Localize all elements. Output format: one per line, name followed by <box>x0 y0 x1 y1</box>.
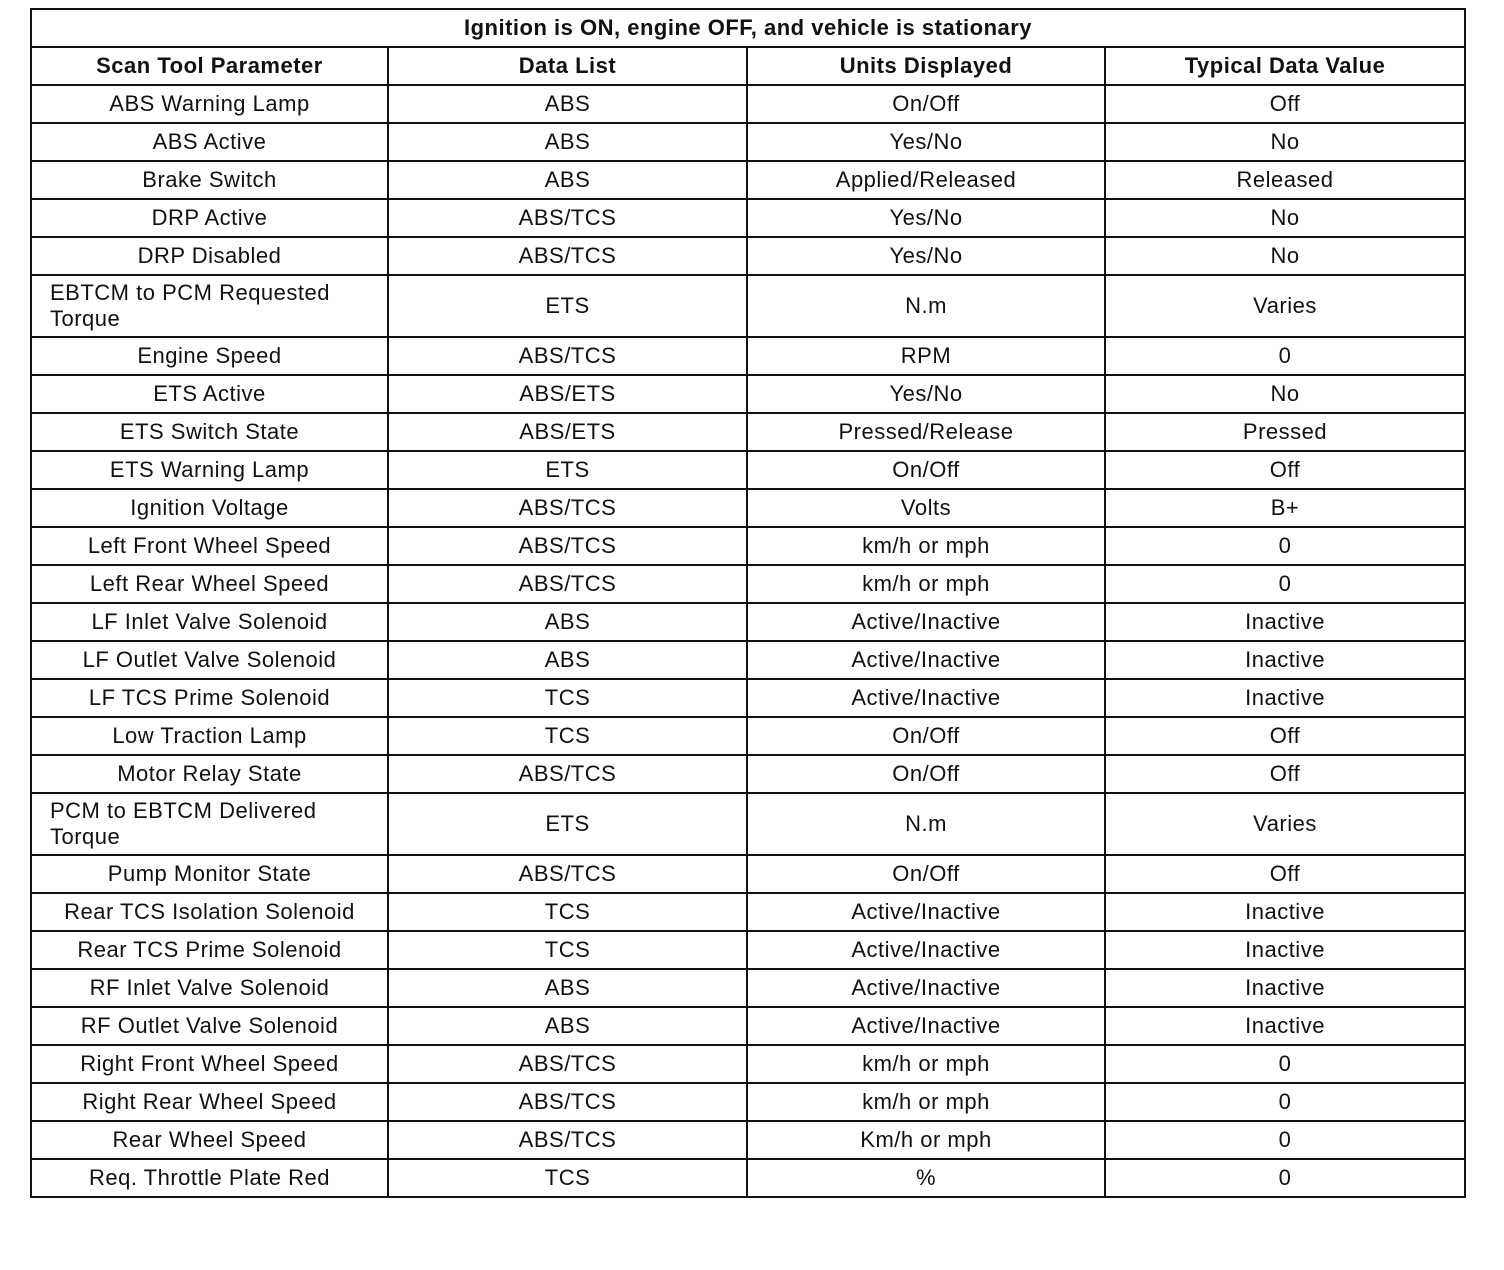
cell-typical-value: Inactive <box>1105 893 1465 931</box>
cell-typical-value: 0 <box>1105 1121 1465 1159</box>
caption-row <box>31 9 1465 47</box>
cell-data-list: ABS/ETS <box>388 413 747 451</box>
cell-units: N.m <box>747 275 1105 337</box>
cell-typical-value: No <box>1105 123 1465 161</box>
table-row <box>31 931 1465 969</box>
cell-units: Volts <box>747 489 1105 527</box>
cell-units: Active/Inactive <box>747 931 1105 969</box>
cell-parameter: EBTCM to PCM Requested Torque <box>31 275 388 337</box>
cell-data-list: ABS/TCS <box>388 527 747 565</box>
cell-data-list: ETS <box>388 275 747 337</box>
cell-units: km/h or mph <box>747 527 1105 565</box>
table-row <box>31 375 1465 413</box>
table-row <box>31 413 1465 451</box>
cell-data-list: ABS/TCS <box>388 755 747 793</box>
cell-parameter: Low Traction Lamp <box>31 717 388 755</box>
table-body <box>31 85 1465 1197</box>
cell-units: On/Off <box>747 855 1105 893</box>
table-row <box>31 755 1465 793</box>
cell-parameter: ETS Switch State <box>31 413 388 451</box>
cell-typical-value: Off <box>1105 755 1465 793</box>
table-row <box>31 275 1465 337</box>
cell-units: km/h or mph <box>747 1083 1105 1121</box>
cell-parameter: DRP Disabled <box>31 237 388 275</box>
table-row <box>31 1007 1465 1045</box>
cell-typical-value: Off <box>1105 85 1465 123</box>
scan-tool-data-table <box>30 8 1466 1198</box>
cell-typical-value: No <box>1105 375 1465 413</box>
cell-data-list: ABS <box>388 123 747 161</box>
table-row <box>31 793 1465 855</box>
cell-parameter: Left Front Wheel Speed <box>31 527 388 565</box>
cell-parameter: Motor Relay State <box>31 755 388 793</box>
cell-typical-value: Inactive <box>1105 1007 1465 1045</box>
cell-data-list: TCS <box>388 717 747 755</box>
table-row <box>31 451 1465 489</box>
cell-units: Active/Inactive <box>747 1007 1105 1045</box>
cell-parameter: Brake Switch <box>31 161 388 199</box>
cell-units: On/Off <box>747 451 1105 489</box>
cell-units: Active/Inactive <box>747 603 1105 641</box>
cell-units: km/h or mph <box>747 1045 1105 1083</box>
table-row <box>31 717 1465 755</box>
cell-data-list: ABS <box>388 969 747 1007</box>
cell-data-list: ABS/TCS <box>388 489 747 527</box>
cell-units: Yes/No <box>747 237 1105 275</box>
cell-data-list: ABS/ETS <box>388 375 747 413</box>
cell-units: Yes/No <box>747 375 1105 413</box>
cell-units: On/Off <box>747 85 1105 123</box>
header-data-list: Data List <box>388 47 747 85</box>
header-scan-tool-parameter: Scan Tool Parameter <box>31 47 388 85</box>
cell-typical-value: 0 <box>1105 1083 1465 1121</box>
cell-typical-value: Off <box>1105 855 1465 893</box>
cell-data-list: ABS/TCS <box>388 337 747 375</box>
cell-typical-value: Varies <box>1105 275 1465 337</box>
cell-data-list: ABS <box>388 85 747 123</box>
cell-data-list: ABS/TCS <box>388 237 747 275</box>
cell-data-list: ABS <box>388 161 747 199</box>
table-row <box>31 641 1465 679</box>
table-row <box>31 1121 1465 1159</box>
table-row <box>31 565 1465 603</box>
cell-parameter: Ignition Voltage <box>31 489 388 527</box>
cell-typical-value: 0 <box>1105 1159 1465 1197</box>
cell-data-list: ABS <box>388 1007 747 1045</box>
table-row <box>31 1159 1465 1197</box>
cell-parameter: ETS Warning Lamp <box>31 451 388 489</box>
cell-units: Applied/Released <box>747 161 1105 199</box>
cell-typical-value: Inactive <box>1105 969 1465 1007</box>
cell-units: RPM <box>747 337 1105 375</box>
cell-units: Active/Inactive <box>747 679 1105 717</box>
cell-typical-value: B+ <box>1105 489 1465 527</box>
cell-units: Active/Inactive <box>747 969 1105 1007</box>
cell-data-list: ETS <box>388 793 747 855</box>
cell-parameter: DRP Active <box>31 199 388 237</box>
cell-data-list: ETS <box>388 451 747 489</box>
cell-data-list: ABS/TCS <box>388 1045 747 1083</box>
cell-data-list: ABS <box>388 603 747 641</box>
cell-parameter: RF Inlet Valve Solenoid <box>31 969 388 1007</box>
cell-parameter: LF TCS Prime Solenoid <box>31 679 388 717</box>
cell-typical-value: Off <box>1105 451 1465 489</box>
cell-data-list: ABS/TCS <box>388 1121 747 1159</box>
cell-data-list: ABS <box>388 641 747 679</box>
cell-typical-value: No <box>1105 237 1465 275</box>
cell-data-list: TCS <box>388 679 747 717</box>
cell-units: Km/h or mph <box>747 1121 1105 1159</box>
cell-typical-value: Inactive <box>1105 603 1465 641</box>
header-row <box>31 47 1465 85</box>
table-row <box>31 199 1465 237</box>
cell-parameter: Right Rear Wheel Speed <box>31 1083 388 1121</box>
cell-parameter: Rear Wheel Speed <box>31 1121 388 1159</box>
cell-typical-value: Pressed <box>1105 413 1465 451</box>
cell-units: Yes/No <box>747 199 1105 237</box>
cell-parameter: Req. Throttle Plate Red <box>31 1159 388 1197</box>
table-row <box>31 1045 1465 1083</box>
table-row <box>31 161 1465 199</box>
table-row <box>31 85 1465 123</box>
cell-parameter: LF Outlet Valve Solenoid <box>31 641 388 679</box>
cell-units: Active/Inactive <box>747 641 1105 679</box>
cell-typical-value: 0 <box>1105 1045 1465 1083</box>
table-row <box>31 969 1465 1007</box>
cell-typical-value: 0 <box>1105 527 1465 565</box>
cell-data-list: ABS/TCS <box>388 1083 747 1121</box>
cell-data-list: TCS <box>388 1159 747 1197</box>
table-row <box>31 337 1465 375</box>
cell-parameter: RF Outlet Valve Solenoid <box>31 1007 388 1045</box>
table-row <box>31 123 1465 161</box>
table-row <box>31 237 1465 275</box>
cell-data-list: ABS/TCS <box>388 565 747 603</box>
cell-units: Active/Inactive <box>747 893 1105 931</box>
table-row <box>31 893 1465 931</box>
cell-parameter: Right Front Wheel Speed <box>31 1045 388 1083</box>
cell-typical-value: Off <box>1105 717 1465 755</box>
cell-parameter: Pump Monitor State <box>31 855 388 893</box>
cell-typical-value: 0 <box>1105 565 1465 603</box>
cell-typical-value: No <box>1105 199 1465 237</box>
cell-parameter: Rear TCS Isolation Solenoid <box>31 893 388 931</box>
cell-units: On/Off <box>747 717 1105 755</box>
cell-data-list: ABS/TCS <box>388 855 747 893</box>
cell-parameter: ABS Warning Lamp <box>31 85 388 123</box>
cell-parameter: ETS Active <box>31 375 388 413</box>
cell-units: % <box>747 1159 1105 1197</box>
cell-typical-value: Varies <box>1105 793 1465 855</box>
table-row <box>31 855 1465 893</box>
cell-data-list: TCS <box>388 893 747 931</box>
table-row <box>31 527 1465 565</box>
cell-units: Yes/No <box>747 123 1105 161</box>
table-row <box>31 603 1465 641</box>
cell-parameter: Rear TCS Prime Solenoid <box>31 931 388 969</box>
table-row <box>31 679 1465 717</box>
table-row <box>31 489 1465 527</box>
header-units-displayed: Units Displayed <box>747 47 1105 85</box>
cell-units: N.m <box>747 793 1105 855</box>
cell-typical-value: Released <box>1105 161 1465 199</box>
cell-parameter: Left Rear Wheel Speed <box>31 565 388 603</box>
table-row <box>31 1083 1465 1121</box>
cell-typical-value: 0 <box>1105 337 1465 375</box>
cell-typical-value: Inactive <box>1105 641 1465 679</box>
cell-parameter: PCM to EBTCM Delivered Torque <box>31 793 388 855</box>
header-typical-data-value: Typical Data Value <box>1105 47 1465 85</box>
cell-units: On/Off <box>747 755 1105 793</box>
cell-parameter: Engine Speed <box>31 337 388 375</box>
cell-units: Pressed/Release <box>747 413 1105 451</box>
cell-parameter: LF Inlet Valve Solenoid <box>31 603 388 641</box>
cell-typical-value: Inactive <box>1105 679 1465 717</box>
cell-data-list: ABS/TCS <box>388 199 747 237</box>
cell-units: km/h or mph <box>747 565 1105 603</box>
cell-typical-value: Inactive <box>1105 931 1465 969</box>
cell-data-list: TCS <box>388 931 747 969</box>
table-caption: Ignition is ON, engine OFF, and vehicle is stationary <box>31 9 1465 47</box>
cell-parameter: ABS Active <box>31 123 388 161</box>
